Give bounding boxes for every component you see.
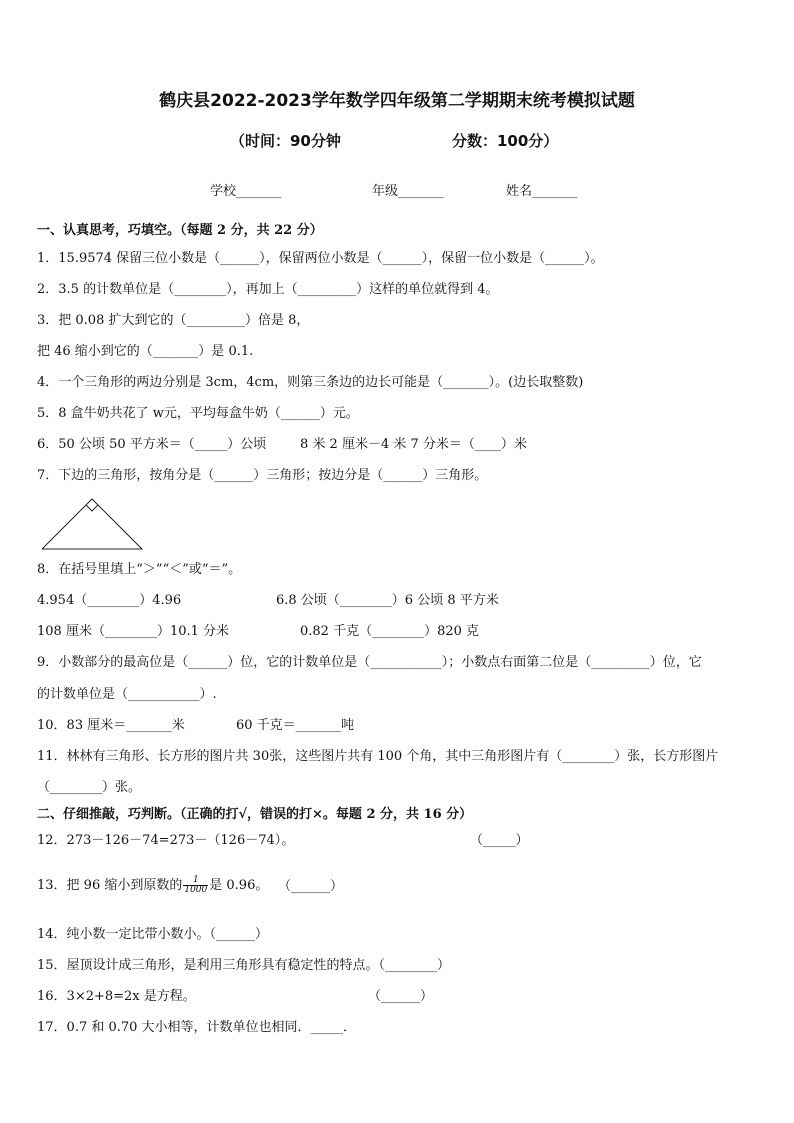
question-8: 8．在括号里填上“＞”“＜”或“＝”。: [37, 562, 242, 577]
question-7: 7．下边的三角形，按角分是（______）三角形；按边分是（______）三角形。: [37, 468, 488, 483]
question-1: 1．15.9574 保留三位小数是（______），保留两位小数是（______），保留一位小数是（______）。: [37, 251, 604, 266]
triangle-figure: [40, 496, 144, 552]
exam-time: （时间：90分钟: [230, 132, 341, 150]
question-16: 16．3×2+8=2x 是方程。: [37, 989, 196, 1004]
question-3-part-a: 3．把 0.08 扩大到它的（_________）倍是 8，: [37, 313, 310, 328]
question-11-line-2: （________）张。: [37, 780, 142, 795]
question-13: [37, 876, 268, 895]
fraction-numerator: 1: [183, 876, 208, 886]
question-13-text-before: 13．把 96 缩小到原数的: [37, 878, 183, 893]
question-9-line-1: 9．小数部分的最高位是（______）位，它的计数单位是（___________）；小数点右面第二位是（_________）位，它: [37, 655, 702, 670]
question-6-part-a: 6．50 公顷 50 平方米＝（_____）公顷: [37, 437, 267, 452]
question-5: 5．8 盒牛奶共花了 w元，平均每盒牛奶（______）元。: [37, 406, 359, 421]
question-14: 14．纯小数一定比带小数小。（______）: [37, 927, 269, 942]
question-3-part-b: 把 46 缩小到它的（_______）是 0.1.: [37, 344, 254, 359]
question-13-blank: （______）: [278, 879, 344, 894]
question-8-item-b: 6.8 公顷（________）6 公顷 8 平方米: [276, 593, 499, 608]
question-17: 17．0.7 和 0.70 大小相等，计数单位也相同．_____．: [37, 1020, 357, 1035]
school-field: 学校_______: [210, 184, 282, 199]
name-field: 姓名_______: [506, 184, 578, 199]
question-11-line-1: 11．林林有三角形、长方形的图片共 30张，这些图片共有 100 个角，其中三角形图片有（________）张，长方形图片: [37, 749, 719, 764]
fraction: [183, 876, 208, 895]
question-8-item-c: 108 厘米（________）10.1 分米: [37, 624, 230, 639]
section-1-title: 一、认真思考，巧填空。（每题 2 分，共 22 分）: [37, 223, 323, 238]
question-8-item-a: 4.954（________）4.96: [37, 593, 182, 608]
question-12: 12．273－126－74=273－（126－74）。: [37, 833, 295, 848]
question-6-part-b: 8 米 2 厘米－4 米 7 分米＝（____）米: [300, 437, 527, 452]
section-2-title: 二、仔细推敲，巧判断。（正确的打√，错误的打×。每题 2 分，共 16 分）: [37, 807, 473, 822]
question-4: 4．一个三角形的两边分别是 3cm，4cm，则第三条边的边长可能是（_______）。(边长取整数): [37, 375, 584, 390]
question-10-part-b: 60 千克＝_______吨: [236, 718, 355, 733]
fraction-denominator: 1000: [184, 885, 208, 895]
grade-field: 年级_______: [372, 184, 444, 199]
question-12-blank: （_____）: [470, 833, 529, 848]
question-8-item-d: 0.82 千克（________）820 克: [300, 624, 480, 639]
question-9-line-2: 的计数单位是（___________）.: [37, 687, 217, 702]
exam-score: 分数：100分）: [452, 132, 559, 150]
question-15: 15．屋顶设计成三角形，是利用三角形具有稳定性的特点。（________）: [37, 958, 451, 973]
question-16-blank: （______）: [368, 989, 434, 1004]
question-13-text-after: 是 0.96。: [209, 878, 269, 893]
exam-title: 鹤庆县2022-2023学年数学四年级第二学期期末统考模拟试题: [159, 91, 635, 111]
question-2: 2．3.5 的计数单位是（________），再加上（_________）这样的单位就得到 4。: [37, 282, 499, 297]
question-10-part-a: 10．83 厘米＝_______米: [37, 718, 185, 733]
